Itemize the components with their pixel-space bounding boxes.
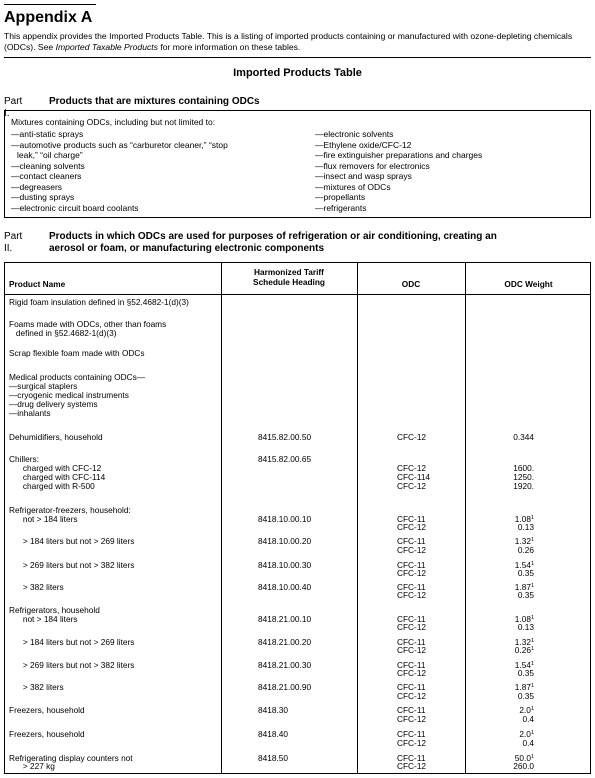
footnote-marker: 1	[530, 706, 534, 712]
list-item: —anti-static sprays	[11, 129, 84, 139]
list-item: —electronic solvents	[315, 129, 394, 139]
table-cell-product: > 184 liters but not > 269 liters	[9, 536, 135, 546]
list-item: —dusting sprays	[11, 192, 75, 202]
table-cell-hts: 8415.82.00.50	[258, 432, 312, 442]
table-cell-odc: CFC-11	[397, 660, 426, 670]
footnote-marker: 1	[530, 615, 534, 621]
table-cell-product: Refrigerating display counters not	[9, 753, 133, 763]
table-cell-product: charged with R-500	[9, 481, 95, 491]
footnote-marker: 1	[530, 754, 534, 760]
table-cell-product: Rigid foam insulation defined in §52.4682-1(d)(3)	[9, 297, 189, 307]
weight-value: 260.0	[513, 761, 534, 771]
table-cell-odc: CFC-12	[397, 622, 427, 632]
footnote-marker: 1	[530, 515, 534, 521]
table-cell-hts: 8418.10.00.40	[258, 582, 312, 592]
weight-value: 1.87	[514, 582, 531, 592]
weight-value: 1920.	[513, 481, 534, 491]
weight-value: 0.35	[517, 590, 534, 600]
part2-table	[4, 262, 591, 774]
table-cell-weight	[518, 623, 534, 635]
table-cell-product: —surgical staplers	[9, 381, 78, 391]
weight-value: 1.54	[514, 560, 531, 570]
table-cell-weight	[515, 646, 534, 658]
part1-right-list	[315, 129, 585, 213]
table-cell-odc: CFC-11	[397, 560, 426, 570]
weight-value: 1.87	[514, 682, 531, 692]
part2-title-line2: aerosol or foam, or manufacturing electronic components	[49, 243, 325, 254]
table-cell-product: —drug delivery systems	[9, 399, 98, 409]
weight-value: 0.35	[517, 668, 534, 678]
col-header-product: Product Name	[9, 279, 66, 289]
table-cell-odc: CFC-114	[397, 472, 431, 482]
footnote-marker: 1	[530, 537, 534, 543]
table-cell-weight	[518, 523, 534, 535]
list-item: —fire extinguisher preparations and charges	[315, 150, 483, 160]
part1-number: Part I.	[4, 96, 23, 119]
table-cell-hts: 8418.50	[258, 753, 288, 763]
table-cell-product: > 269 liters but not > 382 liters	[9, 660, 135, 670]
table-cell-odc: CFC-11	[397, 637, 426, 647]
footnote-marker: 1	[530, 561, 534, 567]
table-cell-weight	[522, 715, 534, 727]
part1-lead: Mixtures containing ODCs, including but not limited to:	[11, 117, 216, 127]
table-cell-product: Freezers, household	[9, 705, 85, 715]
table-cell-odc: CFC-11	[397, 729, 426, 739]
part1-box	[4, 110, 591, 218]
table-cell-odc: CFC-12	[397, 738, 427, 748]
table-cell-hts: 8418.10.00.10	[258, 514, 312, 524]
table-cell-weight	[518, 569, 534, 581]
weight-value: 2.0	[519, 729, 531, 739]
table-cell-hts: 8418.21.00.10	[258, 614, 312, 624]
header-divider	[5, 294, 590, 295]
weight-value: 0.35	[517, 691, 534, 701]
table-cell-odc: CFC-12	[397, 522, 427, 532]
table-cell-odc: CFC-12	[397, 568, 427, 578]
list-item: —automotive products such as “carburetor cleaner,” “stop	[11, 139, 228, 150]
table-cell-hts: 8418.21.00.30	[258, 660, 312, 670]
list-item: —cleaning solvents	[11, 160, 85, 171]
table-cell-product: Foams made with ODCs, other than foams	[9, 319, 167, 329]
table-cell-odc: CFC-12	[397, 545, 427, 555]
table-cell-product: > 227 kg	[9, 761, 55, 771]
table-cell-hts: 8418.30	[258, 705, 288, 715]
table-cell-weight	[522, 739, 534, 751]
table-cell-weight	[518, 692, 534, 704]
weight-value: 50.0	[514, 753, 531, 763]
table-cell-odc: CFC-12	[397, 668, 427, 678]
weight-value: 1600.	[513, 463, 534, 473]
table-cell-weight	[518, 669, 534, 681]
footnote-marker: 1	[530, 661, 534, 667]
table-cell-weight	[513, 482, 534, 494]
intro-paragraph	[4, 31, 590, 53]
weight-value: 0.26	[517, 545, 534, 555]
list-item: —refrigerants	[315, 202, 367, 213]
intro-reference: Imported Taxable Products	[55, 42, 158, 52]
list-item: —electronic circuit board coolants	[11, 202, 139, 213]
list-item: —degreasers	[11, 181, 63, 192]
col-header-hts-line2: Schedule Heading	[253, 277, 325, 287]
col-header-odc: ODC	[401, 279, 421, 289]
table-cell-hts: 8418.10.00.20	[258, 536, 312, 546]
table-cell-weight	[513, 762, 534, 774]
part2-title-line1: Products in which ODCs are used for purposes of refrigeration or air conditioning, creating an	[49, 231, 497, 242]
weight-value: 1250.	[513, 472, 534, 482]
top-short-rule	[4, 4, 96, 5]
list-item: —flux removers for electronics	[315, 160, 430, 171]
table-cell-hts: 8418.40	[258, 729, 288, 739]
weight-value: 1.54	[514, 660, 531, 670]
table-cell-product: not > 184 liters	[9, 614, 78, 624]
table-cell-product: charged with CFC-114	[9, 472, 106, 482]
table-cell-hts: 8418.10.00.30	[258, 560, 312, 570]
footnote-marker: 1	[530, 730, 534, 736]
list-item: —Ethylene oxide/CFC-12	[315, 139, 412, 150]
weight-value: 1.32	[514, 637, 531, 647]
table-cell-weight	[518, 546, 534, 558]
table-cell-product: Dehumidifiers, household	[9, 432, 103, 442]
table-cell-hts: 8418.21.00.20	[258, 637, 312, 647]
table-cell-product: —inhalants	[9, 408, 51, 418]
table-cell-weight	[513, 433, 534, 445]
table-cell-odc: CFC-12	[397, 645, 427, 655]
table-cell-product: > 184 liters but not > 269 liters	[9, 637, 135, 647]
table-cell-product: > 382 liters	[9, 682, 64, 692]
footnote-marker: 1	[530, 583, 534, 589]
weight-value: 2.0	[519, 705, 531, 715]
weight-value: 0.13	[517, 522, 534, 532]
table-cell-odc: CFC-11	[397, 536, 426, 546]
table-cell-odc: CFC-11	[397, 614, 426, 624]
table-cell-hts: 8418.21.00.90	[258, 682, 312, 692]
part2-number: Part II.	[4, 231, 23, 254]
table-cell-product: —cryogenic medical instruments	[9, 390, 129, 400]
weight-value: 0.35	[517, 568, 534, 578]
list-item: —contact cleaners	[11, 171, 82, 181]
intro-text-1: This appendix provides the Imported Products Table. This is a listing of imported products containing or manufactured with ozone-depleting chemicals (ODCs). See	[4, 31, 573, 52]
weight-value: 0.13	[517, 622, 534, 632]
table-cell-odc: CFC-11	[397, 514, 426, 524]
table-cell-product: not > 184 liters	[9, 514, 78, 524]
table-cell-odc: CFC-12	[397, 432, 427, 442]
weight-value: 1.32	[514, 536, 531, 546]
col-header-hts-line1: Harmonized Tariff	[254, 267, 324, 277]
table-cell-product: Refrigerator-freezers, household:	[9, 505, 131, 515]
table-cell-odc: CFC-11	[397, 705, 426, 715]
table-cell-odc: CFC-11	[397, 753, 426, 763]
table-cell-odc: CFC-12	[397, 691, 427, 701]
table-cell-product: > 382 liters	[9, 582, 64, 592]
table-cell-product: Medical products containing ODCs—	[9, 372, 146, 382]
col-header-weight: ODC Weight	[504, 279, 553, 289]
footnote-marker: 1	[530, 646, 534, 652]
intro-text-2: for more information on these tables.	[157, 42, 301, 52]
weight-value: 0.4	[522, 738, 534, 748]
part1-left-list	[11, 129, 301, 213]
table-cell-product: > 269 liters but not > 382 liters	[9, 560, 135, 570]
table-cell-hts: 8415.82.00.65	[258, 454, 312, 464]
weight-value: 1.08	[514, 514, 531, 524]
weight-value: 0.26	[514, 645, 531, 655]
table-cell-product: Refrigerators, household	[9, 605, 100, 615]
part1-title: Products that are mixtures containing ODCs	[49, 96, 260, 107]
column-divider	[357, 263, 358, 773]
list-item: —propellants	[315, 192, 366, 202]
table-cell-odc: CFC-11	[397, 682, 426, 692]
column-divider	[221, 263, 222, 773]
header-rule	[4, 57, 591, 58]
table-cell-odc: CFC-12	[397, 590, 427, 600]
table-cell-weight	[518, 591, 534, 603]
weight-value: 1.08	[514, 614, 531, 624]
column-divider	[465, 263, 466, 773]
footnote-marker: 1	[530, 683, 534, 689]
footnote-marker: 1	[530, 638, 534, 644]
table-cell-product: charged with CFC-12	[9, 463, 102, 473]
table-cell-odc: CFC-12	[397, 714, 427, 724]
col-header-hts	[221, 267, 357, 287]
table-cell-odc: CFC-12	[397, 761, 427, 771]
weight-value: 0.344	[513, 432, 534, 442]
table-cell-odc: CFC-12	[397, 463, 427, 473]
table-cell-odc: CFC-11	[397, 582, 426, 592]
list-item: leak,” “oil charge”	[17, 150, 83, 160]
table-cell-odc: CFC-12	[397, 481, 427, 491]
table-cell-product: defined in §52.4682-1(d)(3)	[9, 328, 117, 338]
table-cell-product: Chillers:	[9, 454, 39, 464]
table-cell-product: Freezers, household	[9, 729, 85, 739]
table-cell-product: Scrap flexible foam made with ODCs	[9, 348, 145, 358]
list-item: —mixtures of ODCs	[315, 181, 391, 192]
list-item: —insect and wasp sprays	[315, 171, 412, 181]
table-title: Imported Products Table	[233, 67, 362, 79]
weight-value: 0.4	[522, 714, 534, 724]
page-title: Appendix A	[4, 9, 93, 26]
